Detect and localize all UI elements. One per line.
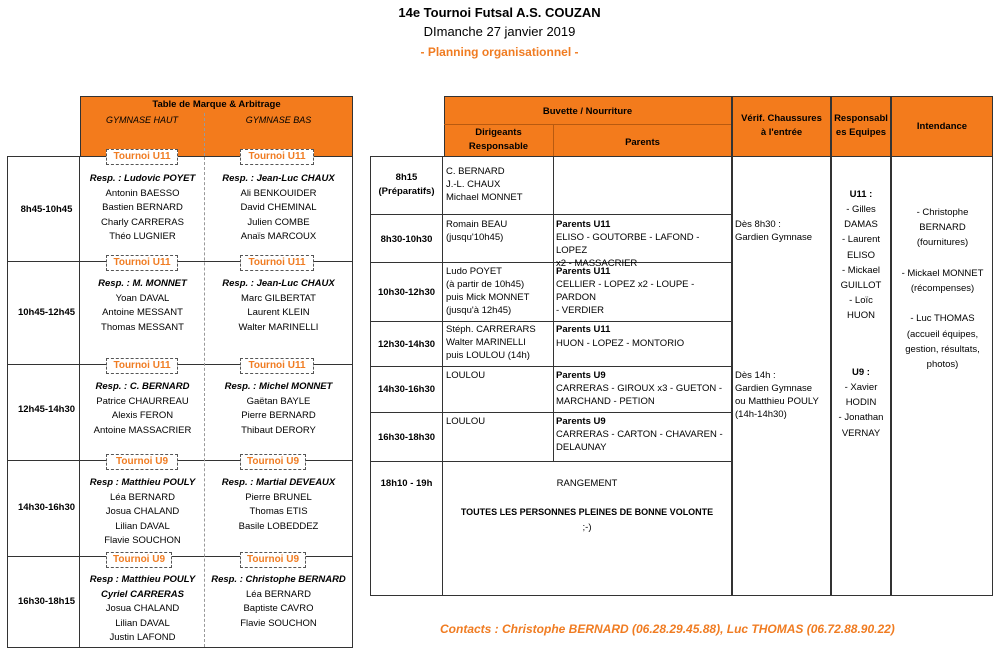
parents-cell: CELLIER - LOPEZ x2 - LOUPE - PARDON - VERDIER bbox=[556, 279, 695, 316]
person: Léa BERNARD bbox=[246, 588, 311, 600]
person: Patrice CHAURREAU bbox=[96, 395, 189, 407]
person: Thomas ETIS bbox=[249, 506, 308, 518]
verif-morning: Dès 8h30 : Gardien Gymnase bbox=[735, 219, 813, 243]
parents-title: Parents U9 bbox=[556, 370, 606, 381]
person: Baptiste CAVRO bbox=[243, 603, 314, 615]
row-time: 10h30-12h30 bbox=[377, 287, 436, 298]
resp-line: Resp. : Jean-Luc CHAUX bbox=[222, 278, 335, 289]
person: Lilian DAVAL bbox=[115, 617, 170, 629]
slot-time: 12h45-14h30 bbox=[17, 404, 76, 415]
header-divider bbox=[204, 113, 205, 156]
parents-cell: HUON - LOPEZ - MONTORIO bbox=[556, 338, 685, 349]
person: Julien COMBE bbox=[247, 216, 310, 228]
parents-title: Parents U11 bbox=[556, 266, 611, 277]
person: Thibaut DERORY bbox=[241, 424, 316, 436]
tournoi-tag: Tournoi U11 bbox=[240, 358, 314, 374]
dirigeants-cell: Romain BEAU (jusqu'10h45) bbox=[446, 219, 508, 243]
parents-title: Parents U11 bbox=[556, 219, 611, 230]
row-time: 18h10 - 19h bbox=[380, 478, 433, 489]
tournoi-tag: Tournoi U9 bbox=[240, 454, 306, 470]
tournoi-tag: Tournoi U9 bbox=[106, 552, 172, 568]
person: Laurent KLEIN bbox=[247, 307, 310, 319]
resp-line: Resp : Matthieu POULY bbox=[89, 574, 196, 585]
gymnase-haut-header: GYMNASE HAUT bbox=[105, 115, 178, 125]
person: Flavie SOUCHON bbox=[104, 535, 181, 547]
resp-line: Resp. : Michel MONNET bbox=[224, 381, 333, 392]
parents-title: Parents U9 bbox=[556, 416, 606, 427]
slot-time: 10h45-12h45 bbox=[17, 307, 76, 318]
person: Léa BERNARD bbox=[110, 491, 175, 503]
resp-line: Resp : Matthieu POULY bbox=[89, 477, 196, 488]
person: Pierre BRUNEL bbox=[245, 491, 312, 503]
resp-line: Resp. : Ludovic POYET bbox=[89, 173, 196, 184]
dirigeants-cell: Ludo POYET (à partir de 10h45) puis Mick MONNET (jusqu'à 12h45) bbox=[446, 266, 530, 316]
person: Flavie SOUCHON bbox=[240, 617, 317, 629]
person: Bastien BERNARD bbox=[102, 202, 183, 214]
verif-afternoon: Dès 14h : Gardien Gymnase ou Matthieu POULY (14h-14h30) bbox=[735, 370, 819, 420]
tournoi-tag: Tournoi U11 bbox=[240, 255, 314, 271]
person: Charly CARRERAS bbox=[101, 216, 184, 228]
slot-time: 16h30-18h15 bbox=[17, 596, 76, 607]
resp-line: Resp. : Christophe BERNARD bbox=[211, 574, 346, 585]
row-time: 8h15 (Préparatifs) bbox=[378, 172, 435, 197]
person: Anaïs MARCOUX bbox=[240, 231, 317, 243]
person: Antoine MASSACRIER bbox=[93, 424, 192, 436]
person: Gaëtan BAYLE bbox=[246, 395, 311, 407]
u11-responsables: - Gilles DAMAS - Laurent ELISO - Mickael GUILLOT - Loïc HUON bbox=[840, 204, 882, 322]
person: Basile LOBEDDEZ bbox=[238, 520, 319, 532]
dirigeants-cell: LOULOU bbox=[446, 416, 486, 427]
person: Josua CHALAND bbox=[105, 506, 180, 518]
intendance-header: Intendance bbox=[916, 121, 968, 132]
resp-line: Resp. : Martial DEVEAUX bbox=[221, 477, 336, 488]
dirigeants-header: Dirigeants Responsable bbox=[468, 127, 529, 152]
dirigeants-cell: LOULOU bbox=[446, 370, 486, 381]
slot-time: 14h30-16h30 bbox=[17, 502, 76, 513]
left-table-title: Table de Marque & Arbitrage bbox=[152, 99, 281, 110]
bonne-volonte-text: TOUTES LES PERSONNES PLEINES DE BONNE VOLONTE bbox=[460, 507, 714, 517]
dirigeants-cell: Stéph. CARRERARS Walter MARINELLI puis LOULOU (14h) bbox=[446, 324, 536, 361]
contacts-line: Contacts : Christophe BERNARD (06.28.29.45.88), Luc THOMAS (06.72.88.90.22) bbox=[440, 622, 895, 636]
row-time: 8h30-10h30 bbox=[380, 234, 433, 245]
person: Thomas MESSANT bbox=[101, 321, 184, 333]
parents-title: Parents U11 bbox=[556, 324, 611, 335]
tournoi-tag: Tournoi U9 bbox=[106, 454, 178, 470]
person: Alexis FERON bbox=[111, 410, 174, 422]
buvette-header: Buvette / Nourriture bbox=[542, 106, 633, 117]
tournoi-tag: Tournoi U11 bbox=[106, 149, 178, 165]
smiley-text: ;-) bbox=[582, 522, 592, 533]
resp-line: Cyriel CARRERAS bbox=[101, 588, 184, 600]
gymnase-bas-header: GYMNASE BAS bbox=[245, 115, 312, 125]
person: Antonin BAESSO bbox=[105, 187, 180, 199]
person: David CHEMINAL bbox=[240, 202, 317, 214]
row-time: 16h30-18h30 bbox=[377, 432, 436, 443]
person: Josua CHALAND bbox=[105, 603, 180, 615]
parents-header: Parents bbox=[625, 137, 660, 148]
intendance-cell: - Christophe BERNARD (fournitures) - Mickael MONNET (récompenses) - Luc THOMAS (accueil équipes, gestion, résultats, photos) bbox=[901, 207, 984, 371]
resp-line: Resp. : M. MONNET bbox=[98, 278, 187, 289]
resp-line: Resp. : C. BERNARD bbox=[95, 381, 190, 392]
document-date: DImanche 27 janvier 2019 bbox=[423, 24, 576, 39]
person: Théo LUGNIER bbox=[109, 231, 176, 243]
u11-title: U11 : bbox=[849, 189, 873, 200]
tournoi-tag: Tournoi U11 bbox=[240, 149, 314, 165]
parents-cell: ELISO - GOUTORBE - LAFOND - LOPEZ x2 - MASSACRIER bbox=[556, 232, 700, 269]
person: Yoan DAVAL bbox=[115, 292, 170, 304]
tournoi-tag: Tournoi U11 bbox=[106, 255, 178, 271]
verif-header: Vérif. Chaussures à l'entrée bbox=[741, 113, 822, 138]
document-subtitle: - Planning organisationnel - bbox=[420, 45, 579, 59]
parents-cell: CARRERAS - CARTON - CHAVAREN - DELAUNAY bbox=[556, 429, 723, 453]
person: Justin LAFOND bbox=[109, 632, 176, 644]
row-time: 12h30-14h30 bbox=[377, 339, 436, 350]
rangement-text: RANGEMENT bbox=[556, 478, 618, 489]
slot-time: 8h45-10h45 bbox=[20, 204, 73, 215]
dirigeants-cell: C. BERNARD J.-L. CHAUX Michael MONNET bbox=[446, 166, 523, 203]
tournoi-tag: Tournoi U11 bbox=[106, 358, 178, 374]
person: Pierre BERNARD bbox=[241, 410, 316, 422]
tournoi-tag: Tournoi U9 bbox=[240, 552, 306, 568]
person: Lilian DAVAL bbox=[115, 520, 170, 532]
person: Walter MARINELLI bbox=[238, 321, 319, 333]
u9-responsables: - Xavier HODIN - Jonathan VERNAY bbox=[838, 382, 884, 439]
row-time: 14h30-16h30 bbox=[377, 384, 436, 395]
document-title: 14e Tournoi Futsal A.S. COUZAN bbox=[398, 5, 601, 20]
responsables-header: Responsabl es Equipes bbox=[834, 113, 888, 138]
parents-cell: CARRERAS - GIROUX x3 - GUETON - MARCHAND - PETION bbox=[556, 383, 723, 407]
person: Antoine MESSANT bbox=[102, 307, 183, 319]
resp-line: Resp. : Jean-Luc CHAUX bbox=[222, 173, 335, 184]
u9-title: U9 : bbox=[852, 367, 870, 378]
person: Ali BENKOUIDER bbox=[240, 187, 317, 199]
person: Marc GILBERTAT bbox=[241, 292, 316, 304]
